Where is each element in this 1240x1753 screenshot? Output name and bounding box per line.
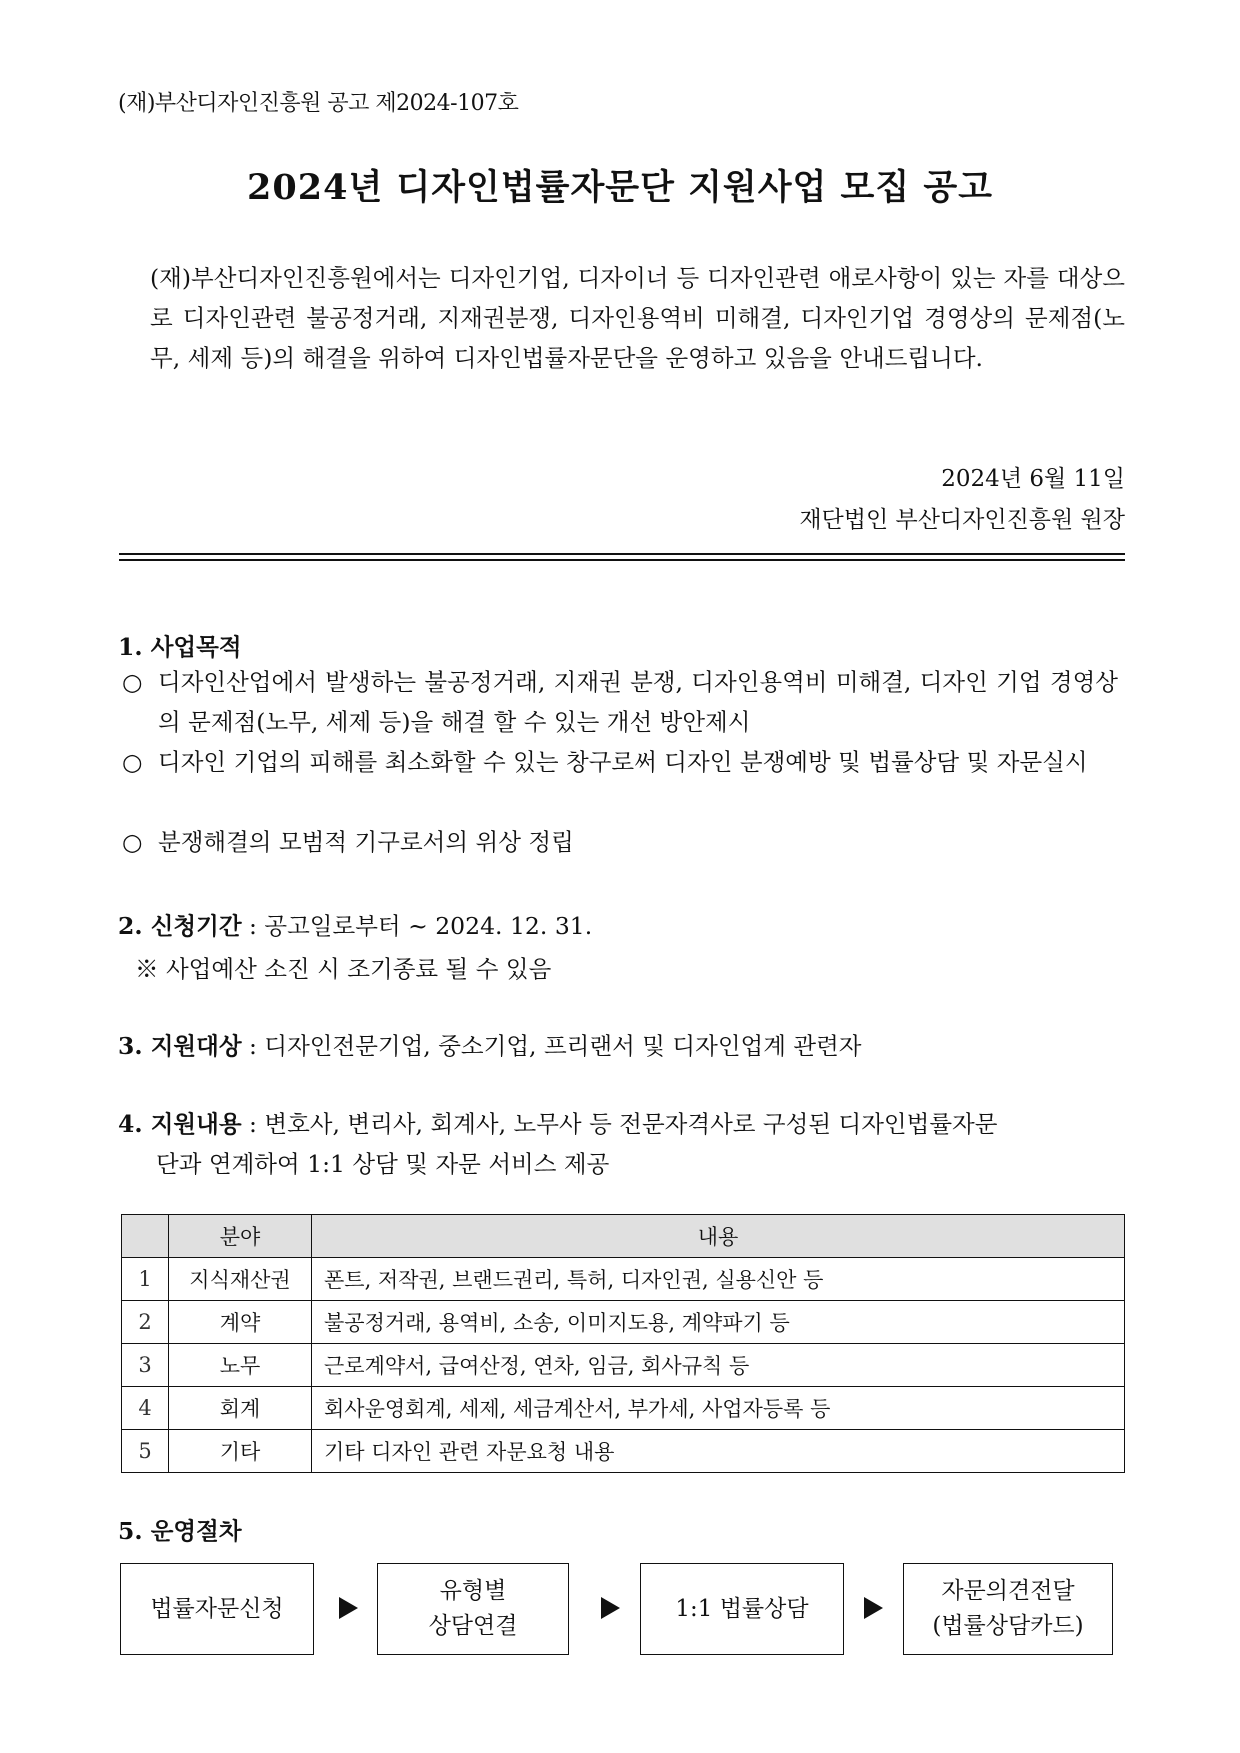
- section-procedure-heading: 5. 운영절차: [118, 1517, 242, 1545]
- purpose-bullet: [122, 822, 1122, 862]
- section-support: [118, 1104, 1128, 1144]
- section-target-text: : 디자인전문기업, 중소기업, 프리랜서 및 디자인업계 관련자: [241, 1032, 862, 1060]
- row-content: 회사운영회계, 세제, 세금계산서, 부가세, 사업자등록 등: [312, 1387, 1125, 1430]
- table-header-cell: [122, 1215, 169, 1258]
- purpose-bullet: [122, 662, 1122, 742]
- table-row: [122, 1258, 1125, 1301]
- table-row: [122, 1344, 1125, 1387]
- row-number: 4: [122, 1387, 169, 1430]
- period-note: ※ 사업예산 소진 시 조기종료 될 수 있음: [135, 955, 552, 983]
- flow-step-label: 법률자문신청: [150, 1595, 284, 1622]
- flow-step-apply: [120, 1563, 314, 1655]
- table-header-cell: 분야: [169, 1215, 312, 1258]
- circle-bullet-icon: ○: [122, 748, 143, 776]
- signatory: 재단법인 부산디자인진흥원 원장: [799, 507, 1125, 533]
- flow-step-label: 자문의견전달: [941, 1578, 1075, 1604]
- flow-step-consult: [640, 1563, 844, 1655]
- row-field: 노무: [169, 1344, 312, 1387]
- circle-bullet-icon: ○: [122, 828, 143, 856]
- section-support-heading: 4. 지원내용: [118, 1110, 242, 1138]
- row-number: 5: [122, 1430, 169, 1473]
- purpose-bullet: [122, 742, 1122, 822]
- flow-step-label: (법률상담카드): [932, 1613, 1084, 1639]
- row-field: 기타: [169, 1430, 312, 1473]
- section-support-text: : 변호사, 변리사, 회계사, 노무사 등 전문자격사로 구성된 디자인법률자문: [241, 1110, 998, 1138]
- notice-date: 2024년 6월 11일: [941, 466, 1125, 492]
- purpose-bullet-text: 디자인산업에서 발생하는 불공정거래, 지재권 분쟁, 디자인용역비 미해결, 디자인 기업 경영상의 문제점(노무, 세제 등)을 해결 할 수 있는 개선 방안제시: [158, 668, 1118, 736]
- flow-step-label: 1:1 법률상담: [675, 1595, 809, 1622]
- row-number: 3: [122, 1344, 169, 1387]
- table-header-row: [122, 1215, 1125, 1258]
- notice-number: (재)부산디자인진흥원 공고 제2024-107호: [118, 91, 519, 116]
- table-row: [122, 1301, 1125, 1344]
- row-number: 2: [122, 1301, 169, 1344]
- section-period: [118, 906, 1128, 946]
- section-target: [118, 1026, 1128, 1066]
- flow-step-label: 상담연결: [428, 1613, 518, 1639]
- intro-paragraph: (재)부산디자인진흥원에서는 디자인기업, 디자이너 등 디자인관련 애로사항이 있는 자를 대상으로 디자인관련 불공정거래, 지재권분쟁, 디자인용역비 미해결, 디자인기업 경영상의 문제점(노무, 세제 등)의 해결을 위하여 디자인법률자문단을 운영하고 있음을 안내드립니다.: [150, 264, 1125, 372]
- arrow-right-icon: [601, 1597, 620, 1619]
- purpose-bullet-text: 분쟁해결의 모범적 기구로서의 위상 정립: [158, 828, 574, 856]
- row-field: 지식재산권: [169, 1258, 312, 1301]
- row-content: 기타 디자인 관련 자문요청 내용: [312, 1430, 1125, 1473]
- row-content: 근로계약서, 급여산정, 연차, 임금, 회사규칙 등: [312, 1344, 1125, 1387]
- table-header-cell: 내용: [312, 1215, 1125, 1258]
- flow-step-match: [377, 1563, 569, 1655]
- flow-step-deliver: [903, 1563, 1113, 1655]
- table-row: [122, 1430, 1125, 1473]
- section-support-text-cont: 단과 연계하여 1:1 상담 및 자문 서비스 제공: [156, 1150, 610, 1178]
- section-target-heading: 3. 지원대상: [118, 1032, 242, 1060]
- arrow-right-icon: [339, 1597, 358, 1619]
- double-divider: [119, 553, 1125, 561]
- section-period-heading: 2. 신청기간: [118, 912, 242, 940]
- circle-bullet-icon: ○: [122, 668, 143, 696]
- row-number: 1: [122, 1258, 169, 1301]
- purpose-bullet-text: 디자인 기업의 피해를 최소화할 수 있는 창구로써 디자인 분쟁예방 및 법률상담 및 자문실시: [158, 748, 1088, 776]
- row-field: 회계: [169, 1387, 312, 1430]
- table-row: [122, 1387, 1125, 1430]
- support-table: [121, 1214, 1125, 1473]
- section-purpose-heading: 1. 사업목적: [118, 633, 242, 661]
- page-title: 2024년 디자인법률자문단 지원사업 모집 공고: [247, 167, 993, 208]
- flow-step-label: 유형별: [439, 1578, 507, 1604]
- row-content: 폰트, 저작권, 브랜드권리, 특허, 디자인권, 실용신안 등: [312, 1258, 1125, 1301]
- section-period-text: : 공고일로부터 ~ 2024. 12. 31.: [241, 912, 593, 940]
- arrow-right-icon: [864, 1597, 883, 1619]
- row-content: 불공정거래, 용역비, 소송, 이미지도용, 계약파기 등: [312, 1301, 1125, 1344]
- row-field: 계약: [169, 1301, 312, 1344]
